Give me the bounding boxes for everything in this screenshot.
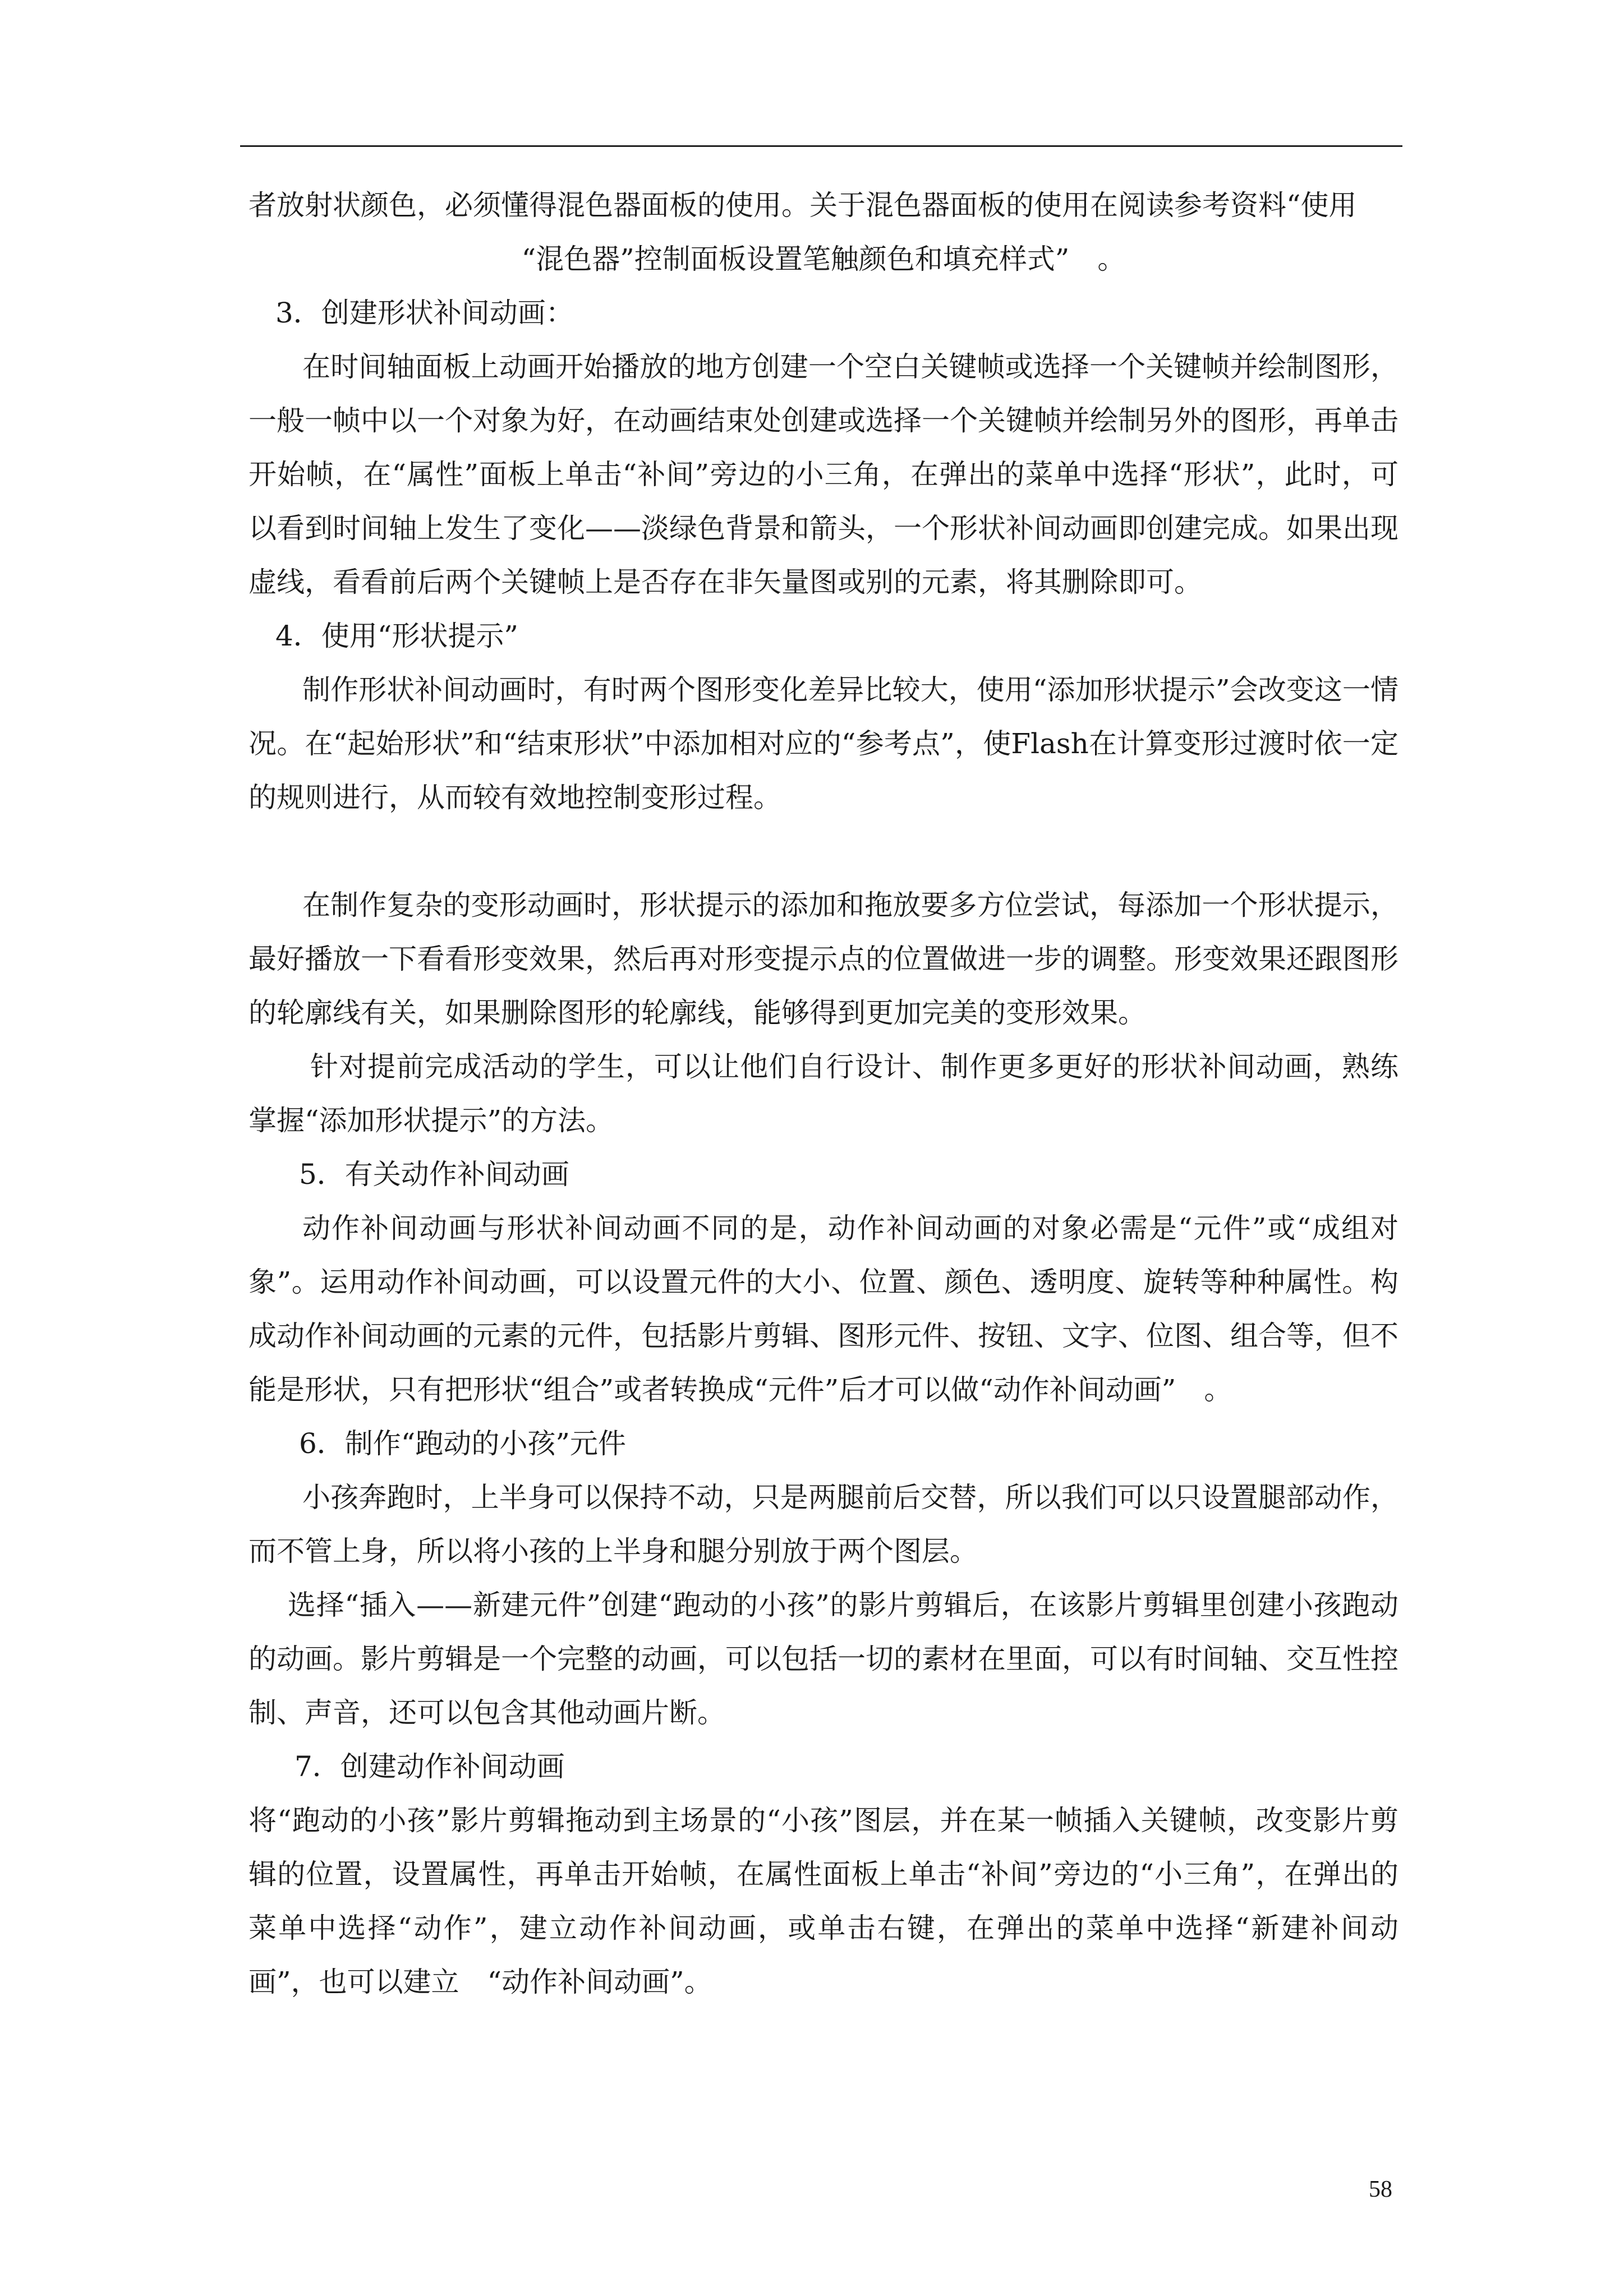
section-heading-6: 6．制作“跑动的小孩”元件 [299, 1427, 626, 1460]
paragraph-complex-morph: 在制作复杂的变形动画时，形状提示的添加和拖放要多方位尝试，每添加一个形状提示，最好播放一下看看形变效果，然后再对形变提示点的位置做进一步的调整。形变效果还跟图形的轮廓线有关，如果删除图形的轮廓线，能够得到更加完美的变形效果。 [249, 889, 1398, 1029]
paragraph-advanced-students: 针对提前完成活动的学生，可以让他们自行设计、制作更多更好的形状补间动画，熟练掌握“添加形状提示”的方法。 [249, 1050, 1398, 1137]
paragraph-running-child: 小孩奔跑时，上半身可以保持不动，只是两腿前后交替，所以我们可以只设置腿部动作，而不管上身，所以将小孩的上半身和腿分别放于两个图层。 [249, 1481, 1398, 1567]
header-rule [240, 145, 1402, 147]
paragraph-shape-tween: 在时间轴面板上动画开始播放的地方创建一个空白关键帧或选择一个关键帧并绘制图形，一般一帧中以一个对象为好，在动画结束处创建或选择一个关键帧并绘制另外的图形，再单击开始帧，在“属性”面板上单击“补间”旁边的小三角，在弹出的菜单中选择“形状”，此时，可以看到时间轴上发生了变化——淡绿色背景和箭头，一个形状补间动画即创建完成。如果出现虚线，看看前后两个关键帧上是否存在非矢量图或别的元素，将其删除即可。 [249, 351, 1398, 598]
section-heading-3: 3．创建形状补间动画： [275, 297, 574, 329]
paragraph-reference: “混色器”控制面板设置笔触颜色和填充样式” 。 [521, 243, 1126, 275]
section-heading-7: 7．创建动作补间动画 [295, 1750, 565, 1783]
page-body [249, 178, 1398, 2009]
paragraph-continuation: 者放射状颜色，必须懂得混色器面板的使用。关于混色器面板的使用在阅读参考资料“使用 [249, 189, 1357, 222]
paragraph-motion-tween: 动作补间动画与形状补间动画不同的是，动作补间动画的对象必需是“元件”或“成组对象”。运用动作补间动画，可以设置元件的大小、位置、颜色、透明度、旋转等种种属性。构成动作补间动画的元素的元件，包括影片剪辑、图形元件、按钮、文字、位图、组合等，但不能是形状，只有把形状“组合”或者转换成“元件”后才可以做“动作补间动画” 。 [249, 1212, 1398, 1406]
blank-line [249, 824, 1398, 878]
paragraph-create-motion-tween: 将“跑动的小孩”影片剪辑拖动到主场景的“小孩”图层，并在某一帧插入关键帧，改变影片剪辑的位置，设置属性，再单击开始帧，在属性面板上单击“补间”旁边的“小三角”，在弹出的菜单中选择“动作”，建立动作补间动画，或单击右键，在弹出的菜单中选择“新建补间动画”，也可以建立 “动作补间动画”。 [249, 1804, 1398, 1998]
paragraph-shape-hints: 制作形状补间动画时，有时两个图形变化差异比较大，使用“添加形状提示”会改变这一情况。在“起始形状”和“结束形状”中添加相对应的“参考点”，使Flash在计算变形过渡时依一定的规则进行，从而较有效地控制变形过程。 [249, 674, 1398, 814]
page-number: 58 [1369, 2177, 1392, 2202]
section-heading-4: 4．使用“形状提示” [275, 620, 518, 652]
paragraph-movie-clip: 选择“插入——新建元件”创建“跑动的小孩”的影片剪辑后，在该影片剪辑里创建小孩跑动的动画。影片剪辑是一个完整的动画，可以包括一切的素材在里面，可以有时间轴、交互性控制、声音，还可以包含其他动画片断。 [249, 1589, 1398, 1729]
section-heading-5: 5．有关动作补间动画 [299, 1158, 569, 1191]
